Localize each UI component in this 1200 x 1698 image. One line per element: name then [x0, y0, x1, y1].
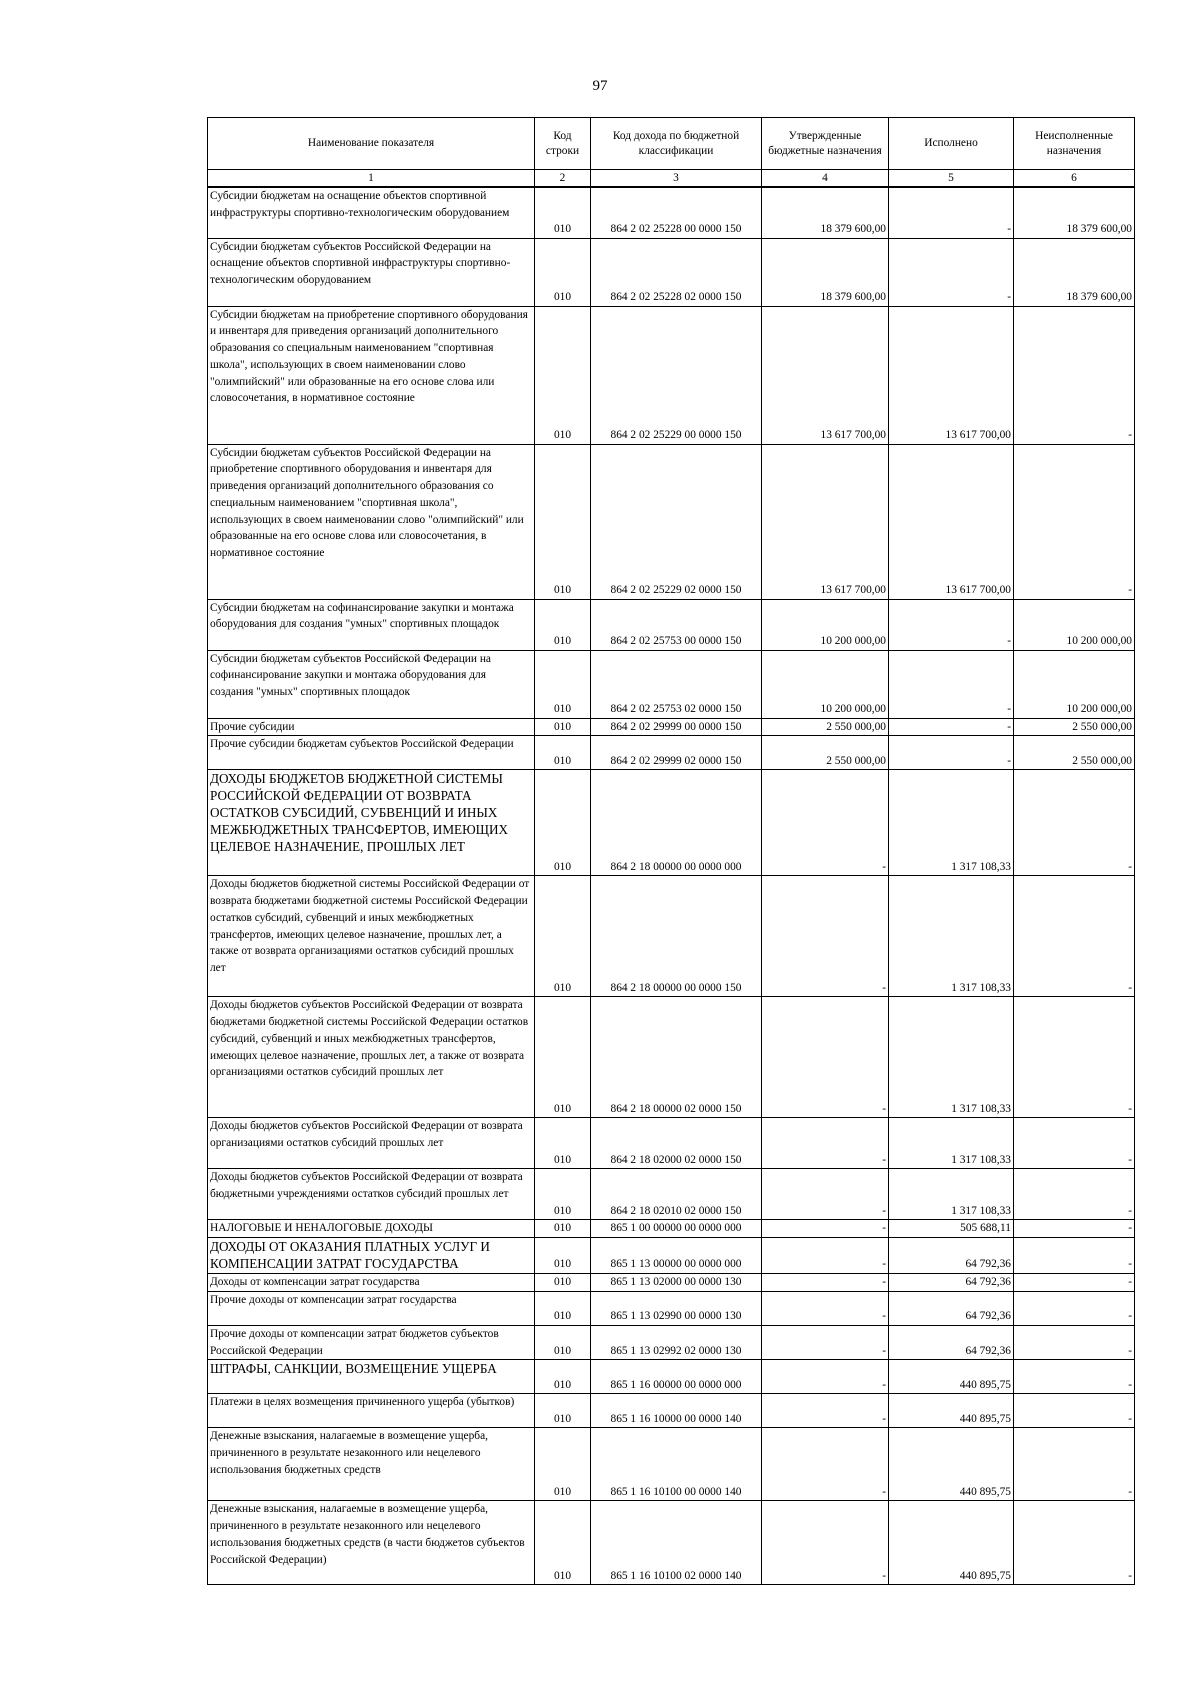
row-unexecuted: -	[1014, 876, 1135, 997]
row-kbk: 864 2 02 29999 00 0000 150	[591, 718, 762, 736]
row-executed: 13 617 700,00	[889, 444, 1014, 599]
row-executed: 1 317 108,33	[889, 1118, 1014, 1169]
row-executed: 505 688,11	[889, 1220, 1014, 1238]
row-unexecuted: -	[1014, 306, 1135, 444]
row-name: ДОХОДЫ БЮДЖЕТОВ БЮДЖЕТНОЙ СИСТЕМЫ РОССИЙСКОЙ ФЕДЕРАЦИИ ОТ ВОЗВРАТА ОСТАТКОВ СУБСИДИЙ, СУБВЕНЦИЙ И ИНЫХ МЕЖБЮДЖЕТНЫХ ТРАНСФЕРТОВ, ИМЕЮЩИХ ЦЕЛЕВОЕ НАЗНАЧЕНИЕ, ПРОШЛЫХ ЛЕТ	[208, 770, 535, 876]
row-code: 010	[535, 718, 591, 736]
column-header-approved: Утвержденные бюджетные назначения	[762, 118, 889, 170]
row-executed: 1 317 108,33	[889, 876, 1014, 997]
row-code: 010	[535, 650, 591, 718]
row-unexecuted: -	[1014, 1274, 1135, 1292]
row-unexecuted: -	[1014, 1238, 1135, 1274]
column-number: 5	[889, 170, 1014, 188]
table-row	[208, 1501, 1135, 1585]
row-approved: 13 617 700,00	[762, 444, 889, 599]
row-code: 010	[535, 1501, 591, 1585]
row-approved: -	[762, 876, 889, 997]
row-executed: 1 317 108,33	[889, 997, 1014, 1118]
row-approved: 2 550 000,00	[762, 736, 889, 770]
row-code: 010	[535, 876, 591, 997]
row-approved: -	[762, 1428, 889, 1501]
row-code: 010	[535, 770, 591, 876]
row-executed: -	[889, 736, 1014, 770]
row-unexecuted: -	[1014, 1169, 1135, 1220]
row-approved: -	[762, 1360, 889, 1394]
row-name: Прочие доходы от компенсации затрат бюджетов субъектов Российской Федерации	[208, 1325, 535, 1360]
row-kbk: 864 2 02 25229 00 0000 150	[591, 306, 762, 444]
row-name: Денежные взыскания, налагаемые в возмещение ущерба, причиненного в результате незаконного или нецелевого использования бюджетных средств	[208, 1428, 535, 1501]
column-number: 6	[1014, 170, 1135, 188]
row-code: 010	[535, 1118, 591, 1169]
table-row	[208, 1360, 1135, 1394]
row-executed: 440 895,75	[889, 1394, 1014, 1428]
column-number: 3	[591, 170, 762, 188]
table-row	[208, 1428, 1135, 1501]
column-number: 2	[535, 170, 591, 188]
row-executed: 64 792,36	[889, 1325, 1014, 1360]
row-approved: -	[762, 1501, 889, 1585]
row-unexecuted: -	[1014, 1501, 1135, 1585]
row-code: 010	[535, 1238, 591, 1274]
row-executed: 1 317 108,33	[889, 1169, 1014, 1220]
row-kbk: 865 1 16 00000 00 0000 000	[591, 1360, 762, 1394]
row-approved: -	[762, 1394, 889, 1428]
column-header-unexecuted: Неисполненные назначения	[1014, 118, 1135, 170]
row-executed: -	[889, 238, 1014, 306]
row-name: Доходы бюджетов бюджетной системы Российской Федерации от возврата бюджетами бюджетной системы Российской Федерации остатков субсидий, субвенций и иных межбюджетных трансфертов, имеющих целевое назначение, прошлых лет, а также от возврата организациями остатков субсидий прошлых лет	[208, 876, 535, 997]
row-unexecuted: -	[1014, 1428, 1135, 1501]
row-unexecuted: -	[1014, 1394, 1135, 1428]
row-kbk: 864 2 18 02000 02 0000 150	[591, 1118, 762, 1169]
row-name: Прочие субсидии бюджетам субъектов Российской Федерации	[208, 736, 535, 770]
row-unexecuted: 2 550 000,00	[1014, 718, 1135, 736]
row-approved: 13 617 700,00	[762, 306, 889, 444]
header-row	[208, 118, 1135, 170]
row-approved: 10 200 000,00	[762, 650, 889, 718]
row-executed: 440 895,75	[889, 1360, 1014, 1394]
row-kbk: 864 2 18 00000 02 0000 150	[591, 997, 762, 1118]
row-code: 010	[535, 1169, 591, 1220]
row-executed: 64 792,36	[889, 1274, 1014, 1292]
row-approved: -	[762, 1220, 889, 1238]
row-name: Платежи в целях возмещения причиненного ущерба (убытков)	[208, 1394, 535, 1428]
row-code: 010	[535, 444, 591, 599]
table-row	[208, 876, 1135, 997]
row-kbk: 865 1 16 10100 02 0000 140	[591, 1501, 762, 1585]
row-approved: 18 379 600,00	[762, 238, 889, 306]
row-kbk: 864 2 18 00000 00 0000 000	[591, 770, 762, 876]
revenue-table	[207, 117, 1135, 1585]
row-unexecuted: -	[1014, 997, 1135, 1118]
row-code: 010	[535, 1274, 591, 1292]
row-unexecuted: 10 200 000,00	[1014, 599, 1135, 650]
row-approved: 2 550 000,00	[762, 718, 889, 736]
table-row	[208, 1394, 1135, 1428]
row-executed: 1 317 108,33	[889, 770, 1014, 876]
row-kbk: 865 1 16 10100 00 0000 140	[591, 1428, 762, 1501]
row-kbk: 865 1 00 00000 00 0000 000	[591, 1220, 762, 1238]
row-kbk: 865 1 13 02992 02 0000 130	[591, 1325, 762, 1360]
row-name: Субсидии бюджетам на оснащение объектов спортивной инфраструктуры спортивно-технологическим оборудованием	[208, 187, 535, 238]
page-number: 97	[592, 78, 608, 94]
row-approved: -	[762, 1238, 889, 1274]
row-kbk: 865 1 13 00000 00 0000 000	[591, 1238, 762, 1274]
table-row	[208, 187, 1135, 238]
row-code: 010	[535, 736, 591, 770]
row-executed: 440 895,75	[889, 1501, 1014, 1585]
row-unexecuted: -	[1014, 444, 1135, 599]
row-kbk: 864 2 02 29999 02 0000 150	[591, 736, 762, 770]
table-body	[208, 187, 1135, 1585]
row-code: 010	[535, 599, 591, 650]
row-code: 010	[535, 1291, 591, 1325]
column-number-row	[208, 170, 1135, 188]
row-kbk: 864 2 02 25228 00 0000 150	[591, 187, 762, 238]
row-unexecuted: 18 379 600,00	[1014, 238, 1135, 306]
row-name: Субсидии бюджетам на софинансирование закупки и монтажа оборудования для создания "умных" спортивных площадок	[208, 599, 535, 650]
row-unexecuted: -	[1014, 1360, 1135, 1394]
table-row	[208, 1274, 1135, 1292]
row-name: Денежные взыскания, налагаемые в возмещение ущерба, причиненного в результате незаконного или нецелевого использования бюджетных средств (в части бюджетов субъектов Российской Федерации)	[208, 1501, 535, 1585]
row-kbk: 864 2 02 25229 02 0000 150	[591, 444, 762, 599]
row-kbk: 864 2 18 02010 02 0000 150	[591, 1169, 762, 1220]
row-approved: -	[762, 1118, 889, 1169]
row-name: Доходы бюджетов субъектов Российской Федерации от возврата организациями остатков субсидий прошлых лет	[208, 1118, 535, 1169]
table-row	[208, 1169, 1135, 1220]
row-code: 010	[535, 997, 591, 1118]
row-code: 010	[535, 1360, 591, 1394]
column-header-code: Код строки	[535, 118, 591, 170]
row-approved: 10 200 000,00	[762, 599, 889, 650]
table-row	[208, 1118, 1135, 1169]
row-code: 010	[535, 238, 591, 306]
table-row	[208, 1220, 1135, 1238]
table-row	[208, 444, 1135, 599]
row-approved: -	[762, 770, 889, 876]
row-unexecuted: -	[1014, 1291, 1135, 1325]
row-unexecuted: -	[1014, 770, 1135, 876]
table-row	[208, 736, 1135, 770]
table-row	[208, 306, 1135, 444]
row-executed: 440 895,75	[889, 1428, 1014, 1501]
row-unexecuted: -	[1014, 1220, 1135, 1238]
row-code: 010	[535, 306, 591, 444]
table-row	[208, 1238, 1135, 1274]
row-unexecuted: 2 550 000,00	[1014, 736, 1135, 770]
row-kbk: 864 2 02 25753 02 0000 150	[591, 650, 762, 718]
row-approved: 18 379 600,00	[762, 187, 889, 238]
row-unexecuted: 10 200 000,00	[1014, 650, 1135, 718]
row-approved: -	[762, 1325, 889, 1360]
row-name: ДОХОДЫ ОТ ОКАЗАНИЯ ПЛАТНЫХ УСЛУГ И КОМПЕНСАЦИИ ЗАТРАТ ГОСУДАРСТВА	[208, 1238, 535, 1274]
row-executed: -	[889, 599, 1014, 650]
row-kbk: 865 1 13 02990 00 0000 130	[591, 1291, 762, 1325]
row-unexecuted: -	[1014, 1118, 1135, 1169]
row-approved: -	[762, 1274, 889, 1292]
row-name: Прочие субсидии	[208, 718, 535, 736]
row-name: ШТРАФЫ, САНКЦИИ, ВОЗМЕЩЕНИЕ УЩЕРБА	[208, 1360, 535, 1394]
row-executed: 13 617 700,00	[889, 306, 1014, 444]
table-row	[208, 997, 1135, 1118]
row-kbk: 864 2 02 25228 02 0000 150	[591, 238, 762, 306]
row-executed: -	[889, 650, 1014, 718]
table-row	[208, 770, 1135, 876]
row-code: 010	[535, 187, 591, 238]
row-executed: -	[889, 187, 1014, 238]
row-approved: -	[762, 1291, 889, 1325]
row-code: 010	[535, 1394, 591, 1428]
row-name: Субсидии бюджетам субъектов Российской Федерации на приобретение спортивного оборудования и инвентаря для приведения организаций дополнительного образования со специальным наименованием "спортивная школа", использующих в своем наименовании слово "олимпийский" или образованные на его основе слова или словосочетания, в нормативное состояние	[208, 444, 535, 599]
column-header-name: Наименование показателя	[208, 118, 535, 170]
table-row	[208, 1325, 1135, 1360]
row-kbk: 864 2 18 00000 00 0000 150	[591, 876, 762, 997]
table-row	[208, 718, 1135, 736]
row-kbk: 864 2 02 25753 00 0000 150	[591, 599, 762, 650]
row-name: Доходы бюджетов субъектов Российской Федерации от возврата бюджетными учреждениями остатков субсидий прошлых лет	[208, 1169, 535, 1220]
row-approved: -	[762, 1169, 889, 1220]
row-unexecuted: -	[1014, 1325, 1135, 1360]
row-executed: 64 792,36	[889, 1291, 1014, 1325]
row-name: Доходы бюджетов субъектов Российской Федерации от возврата бюджетами бюджетной системы Российской Федерации остатков субсидий, субвенций и иных межбюджетных трансфертов, имеющих целевое назначение, прошлых лет, а также от возврата организациями остатков субсидий прошлых лет	[208, 997, 535, 1118]
column-number: 4	[762, 170, 889, 188]
row-name: Субсидии бюджетам на приобретение спортивного оборудования и инвентаря для приведения организаций дополнительного образования со специальным наименованием "спортивная школа", использующих в своем наименовании слово "олимпийский" или образованные на его основе слова или словосочетания, в нормативное состояние	[208, 306, 535, 444]
column-header-executed: Исполнено	[889, 118, 1014, 170]
row-name: НАЛОГОВЫЕ И НЕНАЛОГОВЫЕ ДОХОДЫ	[208, 1220, 535, 1238]
column-number: 1	[208, 170, 535, 188]
row-code: 010	[535, 1428, 591, 1501]
table-row	[208, 650, 1135, 718]
row-name: Субсидии бюджетам субъектов Российской Федерации на оснащение объектов спортивной инфраструктуры спортивно-технологическим оборудованием	[208, 238, 535, 306]
row-executed: -	[889, 718, 1014, 736]
row-name: Субсидии бюджетам субъектов Российской Федерации на софинансирование закупки и монтажа оборудования для создания "умных" спортивных площадок	[208, 650, 535, 718]
row-approved: -	[762, 997, 889, 1118]
column-header-kbk: Код дохода по бюджетной классификации	[591, 118, 762, 170]
row-code: 010	[535, 1325, 591, 1360]
row-executed: 64 792,36	[889, 1238, 1014, 1274]
row-name: Прочие доходы от компенсации затрат государства	[208, 1291, 535, 1325]
table-row	[208, 1291, 1135, 1325]
row-code: 010	[535, 1220, 591, 1238]
row-kbk: 865 1 16 10000 00 0000 140	[591, 1394, 762, 1428]
row-unexecuted: 18 379 600,00	[1014, 187, 1135, 238]
table-row	[208, 238, 1135, 306]
row-kbk: 865 1 13 02000 00 0000 130	[591, 1274, 762, 1292]
row-name: Доходы от компенсации затрат государства	[208, 1274, 535, 1292]
table-row	[208, 599, 1135, 650]
